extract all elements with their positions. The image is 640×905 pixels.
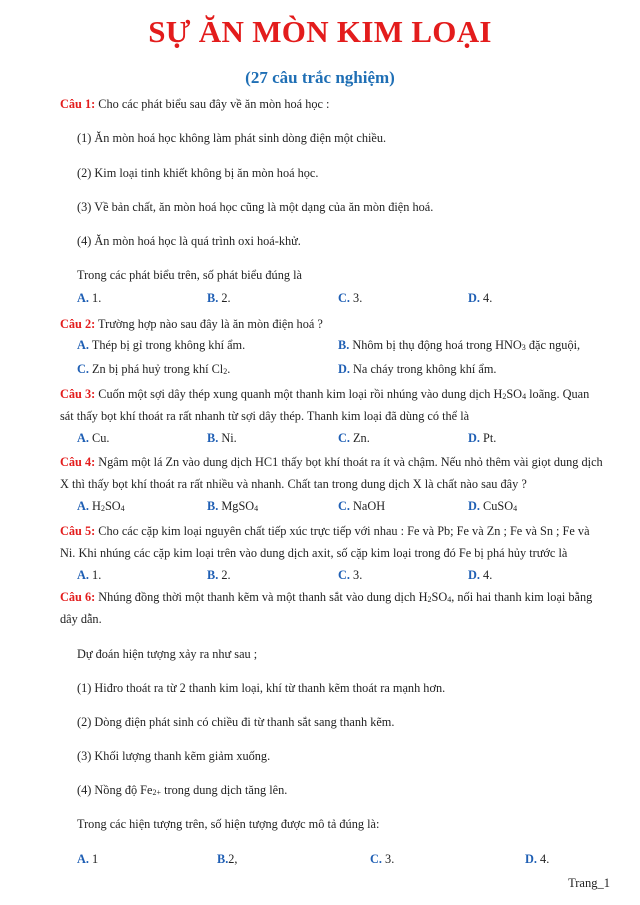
question-text: sát thấy bọt khí thoát ra rất nhanh từ sợi dây thép. Thanh kim loại đã dùng có thể là <box>60 409 470 423</box>
page-number: Trang_1 <box>568 876 610 890</box>
option-b: B. MgSO$_4$ <box>207 499 259 513</box>
question-5: Câu 5: Cho các cặp kim loại nguyên chất tiếp xúc trực tiếp với nhau : Fe và Pb; Fe và Zn ; Fe và Sn ; Fe và <box>60 524 590 538</box>
question-number: Câu 4: <box>60 455 96 469</box>
option-a: A. $H_2SO_4$ <box>77 499 125 513</box>
question-4: Câu 4: Ngâm một lá Zn vào dung dịch HC1 thấy bọt khí thoát ra ít và chậm. Nếu nhỏ thêm vài giọt dung dịch <box>60 455 603 469</box>
statement: (3) Về bản chất, ăn mòn hoá học cũng là một dạng của ăn mòn điện hoá. <box>77 200 434 214</box>
question-number: Câu 5: <box>60 524 96 538</box>
option-b: B. 2. <box>207 291 231 305</box>
option-c: C. 3. <box>370 852 395 866</box>
option-d: D. Na cháy trong không khí ẩm. <box>338 362 497 376</box>
question-1 <box>60 97 329 112</box>
option-c: C. 3. <box>338 568 363 582</box>
question-number: Câu 1: <box>60 97 96 111</box>
option-b: B. Nhôm bị thụ động hoá trong $HNO_3$ đặc nguội, <box>338 338 581 352</box>
page-subtitle: (27 câu trắc nghiệm) <box>245 68 395 87</box>
question-text: Ni. Khi nhúng các cặp kim loại trên vào dung dịch axit, số cặp kim loại trong đó Fe bị phá hủy trước là <box>60 546 568 560</box>
option-d: D. 4. <box>468 568 493 582</box>
question-text: Trường hợp nào sau đây là ăn mòn điện hoá ? <box>95 317 323 331</box>
option-c: C. Zn. <box>338 431 370 445</box>
statement: (1) Ăn mòn hoá học không làm phát sinh dòng điện một chiều. <box>77 131 387 145</box>
statement: (1) Hiđro thoát ra từ 2 thanh kim loại, khí từ thanh kẽm thoát ra mạnh hơn. <box>77 681 446 695</box>
question-2 <box>60 317 323 332</box>
option-a: A. 1 <box>77 852 99 866</box>
option-b: B. 2. <box>207 568 231 582</box>
question-3: Câu 3: Cuốn một sợi dây thép xung quanh một thanh kim loại rồi nhúng vào dung dịch $H_2SO_4$ loãng. Quan <box>60 387 590 401</box>
question-number: Câu 3: <box>60 387 96 401</box>
option-a: A. 1. <box>77 291 102 305</box>
statement: (4) Nồng độ $Fe_{2+}$ trong dung dịch tăng lên. <box>77 783 288 797</box>
statement: (4) Ăn mòn hoá học là quá trình oxi hoá-khử. <box>77 234 301 248</box>
option-a: A. Cu. <box>77 431 110 445</box>
option-c: C. NaOH <box>338 499 386 513</box>
statement: (2) Dòng điện phát sinh có chiều đi từ thanh sắt sang thanh kẽm. <box>77 715 395 729</box>
option-a: A. Thép bị gỉ trong không khí ẩm. <box>77 338 246 352</box>
option-b: B. Ni. <box>207 431 237 445</box>
question-intro: Dự đoán hiện tượng xảy ra như sau ; <box>77 647 258 661</box>
option-d: D. Pt. <box>468 431 497 445</box>
question-prompt: Trong các phát biểu trên, số phát biểu đúng là <box>77 268 302 282</box>
question-prompt: Trong các hiện tượng trên, số hiện tượng được mô tả đúng là: <box>77 817 380 831</box>
option-c: C. Zn bị phá huỷ trong khí $Cl_2$. <box>77 362 231 376</box>
option-b: B.2, <box>217 852 238 866</box>
question-text: dây dẫn. <box>60 612 102 626</box>
statement: (3) Khối lượng thanh kẽm giảm xuống. <box>77 749 271 763</box>
question-6: Câu 6: Nhúng đồng thời một thanh kẽm và một thanh sắt vào dung dịch $H_2SO_4$, nối hai thanh kim loại bằng <box>60 590 593 604</box>
question-text: X thì thấy bọt khí thoát ra rất nhiều và nhanh. Chất tan trong dung dịch X là chất nào sau đây ? <box>60 477 527 491</box>
option-d: D. 4. <box>525 852 550 866</box>
option-c: C. 3. <box>338 291 363 305</box>
page-title: SỰ ĂN MÒN KIM LOẠI <box>148 14 492 49</box>
question-text: Cho các phát biểu sau đây về ăn mòn hoá học : <box>95 97 330 111</box>
question-number: Câu 2: <box>60 317 96 331</box>
question-number: Câu 6: <box>60 590 96 604</box>
option-d: D. 4. <box>468 291 493 305</box>
statement: (2) Kim loại tinh khiết không bị ăn mòn hoá học. <box>77 166 319 180</box>
option-d: D. CuSO$_4$ <box>468 499 518 513</box>
option-a: A. 1. <box>77 568 102 582</box>
